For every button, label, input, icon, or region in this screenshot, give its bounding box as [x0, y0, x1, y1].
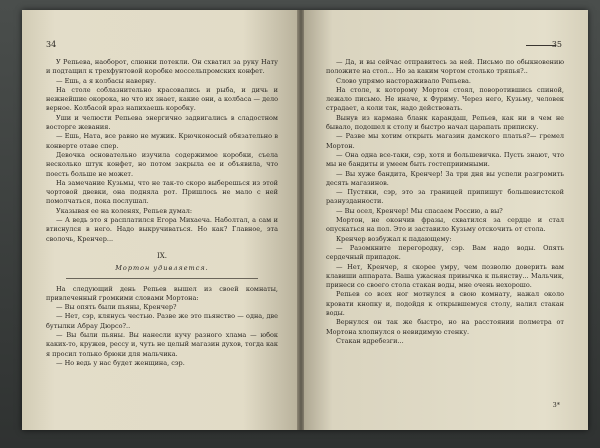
paragraph: Девочка основательно изучила содержимое коробки, съела несколько штук конфет, но потом закрыла ее и объявила, что поесть больше не может.: [46, 150, 278, 178]
left-bottom-paragraphs: [46, 285, 278, 369]
paragraph: Вернулся он так же быстро, но на расстоянии полметра от Мортона хлопнулся о невидимую стенку.: [326, 318, 564, 336]
paragraph: — Нет, сэр, клянусь честью. Разве же это пьянство — одна, две бутылки Абрау Дюрсо?..: [46, 312, 278, 330]
paragraph: — Вы были пьяны. Вы нанесли кучу разного хлама — юбок каких-то, кружев, рессу и, чуть не целый магазин духов, тогда как я просил только брюки для мальчика.: [46, 331, 278, 358]
paragraph: На столе, к которому Мортон стоял, поворотившись спиной, лежало письмо. Не иначе, к Фуриму. Через него, Кузьму, человек страдает, а коли так, надо действовать.: [326, 85, 564, 113]
open-book: [22, 10, 588, 430]
paragraph: На следующий день Репьев вышел из своей комнаты, привлеченный громкими словами Мортона:: [46, 284, 278, 302]
paragraph: У Репьева, наоборот, слюнки потекли. Он схватил за руку Нату и подтащил к трехфунтовой коробке моссельпромских конфет.: [46, 58, 278, 76]
right-page: [304, 10, 588, 430]
left-top-paragraphs: [46, 58, 278, 244]
paragraph: Указывая ее на коленях, Репьев думал:: [56, 206, 193, 215]
right-page-text: [326, 58, 564, 346]
header-rule: [526, 45, 556, 46]
paragraph: — Разомкните перегородку, сэр. Вам надо воды. Опять сердечный припадок.: [326, 243, 564, 262]
paragraph: Стакан вдребезги...: [336, 336, 404, 345]
paragraph: — Пустяки, сэр, это за границей припишут большевистской разнузданности.: [326, 188, 564, 206]
paragraph: На замечание Кузьмы, что не так-то скоро выберешься из этой чортовой двевки, она подняла рот. Пришлось не мало с ней помолчаться, пока послушал.: [46, 178, 278, 206]
printer-signature: 3*: [552, 400, 560, 409]
paragraph: — Вы осел, Кренчер! Мы спасаем Россию, а вы?: [336, 206, 503, 215]
paragraph: — Ешь, а я колбасы наверну.: [56, 76, 157, 85]
paragraph: На столе соблазнительно красовались и рыба, и дичь и нежнейшие окорока, но что их знает, какие они, а колбаса — дело верное. Колбасой враз напихаешь коробку.: [46, 85, 278, 113]
paragraph: — Но ведь у нас будет женщина, сэр.: [56, 358, 185, 367]
section-separator: [66, 278, 258, 279]
paragraph: Слово упрямо настораживало Репьева.: [336, 76, 471, 85]
right-paragraphs: [326, 58, 564, 346]
paragraph: — Вы хуже бандита, Кренчер! За три дня вы успели разгромить десять магазинов.: [326, 169, 564, 187]
paragraph: — Она одна все-таки, сэр, хотя и большевичка. Пусть знают, что мы не бандиты и умеем быть гостеприимными.: [326, 150, 564, 169]
paragraph: — Вы опять были пьяны, Кренчер?: [56, 303, 177, 312]
paragraph: Мортон, не окончив фразы, схватился за сердце и стал опускаться на пол. Это и заставило Кузьму отскочить от стола.: [326, 216, 564, 234]
paragraph: Уши и челюсти Репьева энергично задвигались в сладостном восторге жевания.: [46, 113, 278, 132]
right-page-header: [326, 40, 562, 50]
paragraph: Вынув из кармана бланк карандаш, Репьев, как ни в чем не бывало, подошел к столу и быстро начал царапать приписку.: [326, 113, 564, 132]
left-page-text: [46, 58, 278, 368]
left-page: [22, 10, 298, 430]
paragraph: Репьев со всех ног мотнулся в свою комнату, нажал около кровати кнопку и, подойдя к открывшемуся столу, налил стакан воды.: [326, 290, 564, 318]
left-page-number: 34: [46, 40, 57, 49]
left-page-header: [46, 40, 276, 50]
paragraph: — Да, и вы сейчас отправитесь за ней. Письмо по обыкновению положите на стол... Но за каким чортом столько тряпья?..: [326, 58, 564, 76]
section-title: Мортон удивляется.: [115, 264, 209, 273]
paragraph: — Нет, Кренчер, я скорее умру, чем позволю доверить вам клавиши аппарата. Ваша ужасная привычка к пьянству... Мальчик, принеси со своего стола стакан воды, мне очень нехорошо.: [326, 262, 564, 290]
right-page-number: 35: [551, 40, 562, 49]
paragraph: — Разве мы хотим открыть магазин дамского платья?— гремел Мортон.: [326, 132, 564, 150]
section-number: IX.: [157, 251, 167, 260]
paragraph: Кренчер возбужал к падающему:: [336, 234, 452, 243]
paragraph: — Ешь, Ната, все равно не мужик. Крючконосый обязательно в конверте отаве спер.: [46, 132, 278, 150]
paragraph: — А ведь это я расплатился Егора Михаеча. Наболтал, а сам и втиснулся в него. Надо выкручиваться. Но как? Главное, эта сволочь, Кренчер...: [46, 216, 278, 243]
